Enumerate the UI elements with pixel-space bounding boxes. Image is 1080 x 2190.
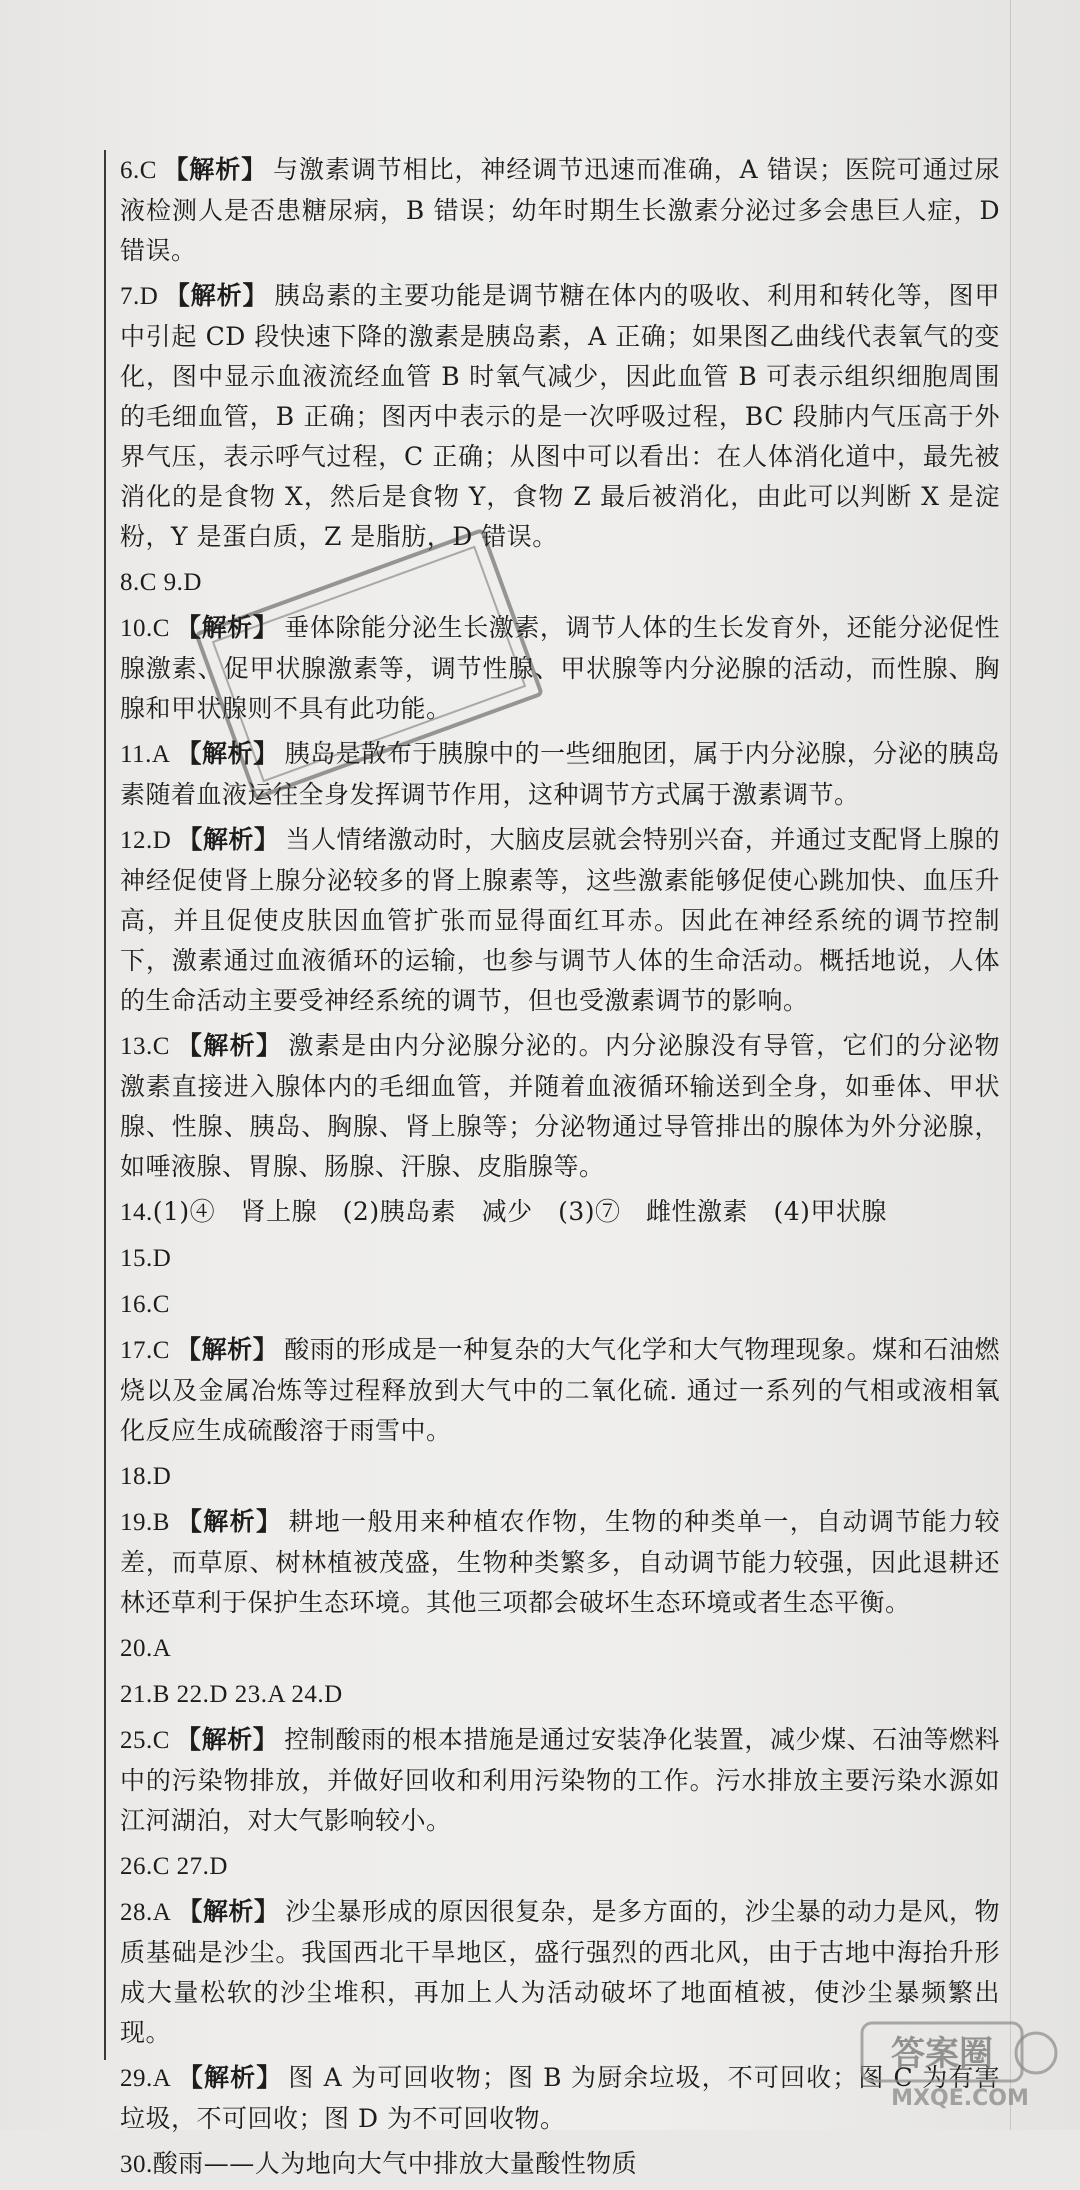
answer-entry — [120, 1720, 1000, 1841]
answer-entry — [120, 1846, 1000, 1887]
answer-number: 7.D — [120, 283, 159, 310]
analysis-tag: 【解析】 — [175, 1507, 283, 1536]
watermark-domain: MXQE.COM — [891, 2086, 1029, 2111]
answer-entry — [120, 276, 1000, 557]
answer-number: 21.B 22.D 23.A 24.D — [120, 1681, 343, 1708]
answer-number: 14. — [120, 1199, 153, 1226]
analysis-text: 与激素调节相比，神经调节迅速而准确，A 错误；医院可通过尿液检测人是否患糖尿病，B 错误；幼年时期生长激素分泌过多会患巨人症，D 错误。 — [120, 155, 1000, 265]
answer-number: 16.C — [120, 1291, 170, 1318]
answer-number: 12.D — [120, 827, 172, 854]
answer-number: 10.C — [120, 615, 170, 642]
analysis-tag: 【解析】 — [175, 1031, 283, 1060]
answer-number: 17.C — [120, 1337, 170, 1364]
watermark-text: 答案圈 — [891, 2034, 993, 2074]
answer-number: 28.A — [120, 1899, 172, 1926]
answer-entry — [120, 820, 1000, 1021]
margin-rule — [104, 150, 106, 2060]
answer-entry — [120, 1284, 1000, 1325]
analysis-text: 控制酸雨的根本措施是通过安装净化装置，减少煤、石油等燃料中的污染物排放，并做好回收和利用污染物的工作。污水排放主要污染水源如江河湖泊，对大气影响较小。 — [120, 1725, 1000, 1835]
answer-number: 26.C 27.D — [120, 1853, 228, 1880]
answer-entry — [120, 2144, 1000, 2185]
analysis-tag: 【解析】 — [175, 1335, 279, 1364]
answer-number: 29.A — [120, 2065, 172, 2092]
analysis-text: 沙尘暴形成的原因很复杂，是多方面的，沙尘暴的动力是风，物质基础是沙尘。我国西北干旱地区，盛行强烈的西北风，由于古地中海抬升形成大量松软的沙尘堆积，再加上人为活动破坏了地面植被，使沙尘暴频繁出现。 — [120, 1897, 1000, 2047]
answer-text: 酸雨——人为地向大气中排放大量酸性物质 — [152, 2149, 638, 2178]
answer-entry — [120, 1628, 1000, 1669]
answer-entry — [120, 1192, 1000, 1233]
answer-list — [120, 150, 1000, 2190]
answer-text: (1)④ 肾上腺 (2)胰岛素 减少 (3)⑦ 雌性激素 (4)甲状腺 — [152, 1197, 887, 1226]
answer-number: 8.C 9.D — [120, 569, 202, 596]
analysis-tag: 【解析】 — [176, 739, 279, 768]
answer-entry — [120, 1026, 1000, 1187]
answer-entry — [120, 1330, 1000, 1451]
answer-entry — [120, 150, 1000, 271]
answer-entry — [120, 1456, 1000, 1497]
analysis-text: 酸雨的形成是一种复杂的大气化学和大气物理现象。煤和石油燃烧以及金属冶炼等过程释放到大气中的二氧化硫. 通过一系列的气相或液相氧化反应生成硫酸溶于雨雪中。 — [120, 1335, 1000, 1445]
analysis-text: 图 A 为可回收物；图 B 为厨余垃圾，不可回收；图 C 为有害垃圾，不可回收；图 D 为不可回收物。 — [120, 2063, 1000, 2133]
analysis-text: 胰岛素的主要功能是调节糖在体内的吸收、利用和转化等，图甲中引起 CD 段快速下降的激素是胰岛素，A 正确；如果图乙曲线代表氧气的变化，图中显示血液流经血管 B 时氧气减少，因此血管 B 可表示组织细胞周围的毛细血管，B 正确；图丙中表示的是一次呼吸过程，BC 段肺内气压高于外界气压，表示呼气过程，C 正确；从图中可以看出：在人体消化道中，最先被消化的是食物 X，然后是食物 Y，食物 Z 最后被消化，由此可以判断 X 是淀粉，Y 是蛋白质，Z 是脂肪，D 错误。 — [120, 281, 1000, 551]
analysis-tag: 【解析】 — [162, 155, 268, 184]
answer-number: 20.A — [120, 1635, 172, 1662]
answer-number: 11.A — [120, 741, 171, 768]
analysis-tag: 【解析】 — [164, 281, 269, 310]
analysis-tag: 【解析】 — [175, 1725, 279, 1754]
analysis-text: 耕地一般用来种植农作物，生物的种类单一，自动调节能力较差，而草原、树林植被茂盛，生物种类繁多，自动调节能力较强，因此退耕还林还草利于保护生态环境。其他三项都会破坏生态环境或者生态平衡。 — [120, 1507, 1000, 1617]
answer-number: 19.B — [120, 1509, 170, 1536]
answer-number: 15.D — [120, 1245, 172, 1272]
site-watermark-logo — [860, 2017, 1060, 2112]
answer-entry — [120, 1674, 1000, 1715]
answer-entry — [120, 1238, 1000, 1279]
analysis-text: 当人情绪激动时，大脑皮层就会特别兴奋，并通过支配肾上腺的神经促使肾上腺分泌较多的肾上腺素等，这些激素能够促使心跳加快、血压升高，并且促使皮肤因血管扩张而显得面红耳赤。因此在神经系统的调节控制下，激素通过血液循环的运输，也参与调节人体的生命活动。概括地说，人体的生命活动主要受神经系统的调节，但也受激素调节的影响。 — [120, 825, 1000, 1015]
answer-entry — [120, 562, 1000, 603]
answer-number: 30. — [120, 2151, 153, 2178]
analysis-text: 垂体除能分泌生长激素，调节人体的生长发育外，还能分泌促性腺激素、促甲状腺激素等，调节性腺、甲状腺等内分泌腺的活动，而性腺、胸腺和甲状腺则不具有此功能。 — [120, 613, 1000, 723]
analysis-tag: 【解析】 — [177, 2063, 283, 2092]
analysis-tag: 【解析】 — [175, 613, 279, 642]
answer-number: 25.C — [120, 1727, 170, 1754]
analysis-tag: 【解析】 — [177, 1897, 280, 1926]
analysis-text: 激素是由内分泌腺分泌的。内分泌腺没有导管，它们的分泌物 激素直接进入腺体内的毛细血管，并随着血液循环输送到全身，如垂体、甲状腺、性腺、胰岛、胸腺、肾上腺等；分泌物通过导管排出的腺体为外分泌腺，如唾液腺、胃腺、肠腺、汗腺、皮脂腺等。 — [120, 1031, 1000, 1181]
analysis-tag: 【解析】 — [177, 825, 280, 854]
answer-number: 18.D — [120, 1463, 172, 1490]
analysis-text: 胰岛是散布于胰腺中的一些细胞团，属于内分泌腺，分泌的胰岛素随着血液运往全身发挥调节作用，这种调节方式属于激素调节。 — [120, 739, 1000, 809]
answer-entry — [120, 1502, 1000, 1623]
page-edge-line — [1010, 0, 1011, 2130]
answer-number: 13.C — [120, 1033, 170, 1060]
answer-number: 6.C — [120, 157, 157, 184]
